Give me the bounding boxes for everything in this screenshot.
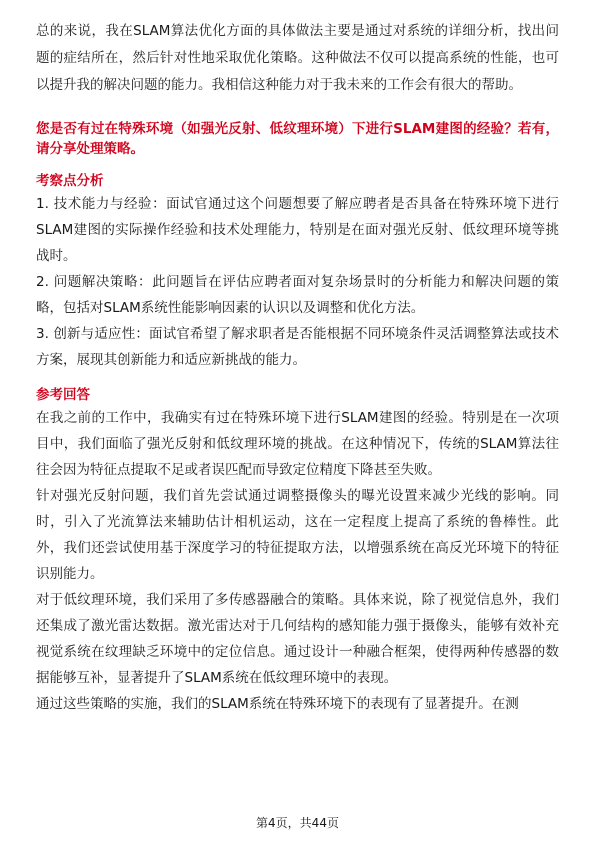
reference-paragraph: 在我之前的工作中，我确实有过在特殊环境下进行SLAM建图的经验。特别是在一次项目中，我们面临了强光反射和低纹理环境的挑战。在这种情况下，传统的SLAM算法往往会因为特征点提取不足或者误匹配而导致定位精度下降甚至失败。	[36, 410, 559, 478]
reference-paragraph: 针对强光反射问题，我们首先尝试通过调整摄像头的曝光设置来减少光线的影响。同时，引入了光流算法来辅助估计相机运动，这在一定程度上提高了系统的鲁棒性。此外，我们还尝试使用基于深度学习的特征提取方法，以增强系统在高反光环境下的特征识别能力。	[36, 488, 559, 582]
reference-paragraph: 通过这些策略的实施，我们的SLAM系统在特殊环境下的表现有了显著提升。在测	[36, 696, 519, 712]
intro-paragraph: 总的来说，我在SLAM算法优化方面的具体做法主要是通过对系统的详细分析，找出问题的症结所在，然后针对性地采取优化策略。这种做法不仅可以提高系统的性能，也可以提升我的解决问题的能力。我相信这种能力对于我未来的工作会有很大的帮助。	[36, 23, 559, 93]
reference-paragraph: 对于低纹理环境，我们采用了多传感器融合的策略。具体来说，除了视觉信息外，我们还集成了激光雷达数据。激光雷达对于几何结构的感知能力强于摄像头，能够有效补充视觉系统在纹理缺乏环境中的定位信息。通过设计一种融合框架，使得两种传感器的数据能够互补，显著提升了SLAM系统在低纹理环境中的表现。	[36, 592, 559, 686]
interview-question: 您是否有过在特殊环境（如强光反射、低纹理环境）下进行SLAM建图的经验？若有，请分享处理策略。	[36, 121, 559, 157]
analysis-item: 1. 技术能力与经验：面试官通过这个问题想要了解应聘者是否具备在特殊环境下进行SLAM建图的实际操作经验和技术处理能力，特别是在面对强光反射、低纹理环境等挑战时。	[36, 196, 559, 264]
analysis-list	[36, 191, 559, 373]
reference-answer	[36, 405, 559, 717]
page-content	[36, 18, 559, 717]
analysis-item: 3. 创新与适应性：面试官希望了解求职者是否能根据不同环境条件灵活调整算法或技术方案，展现其创新能力和适应新挑战的能力。	[36, 326, 559, 368]
page-number-footer: 第4页，共44页	[256, 816, 339, 830]
analysis-heading: 考察点分析	[36, 173, 104, 189]
analysis-item: 2. 问题解决策略：此问题旨在评估应聘者面对复杂场景时的分析能力和解决问题的策略，包括对SLAM系统性能影响因素的认识以及调整和优化方法。	[36, 274, 559, 316]
reference-heading: 参考回答	[36, 387, 90, 403]
